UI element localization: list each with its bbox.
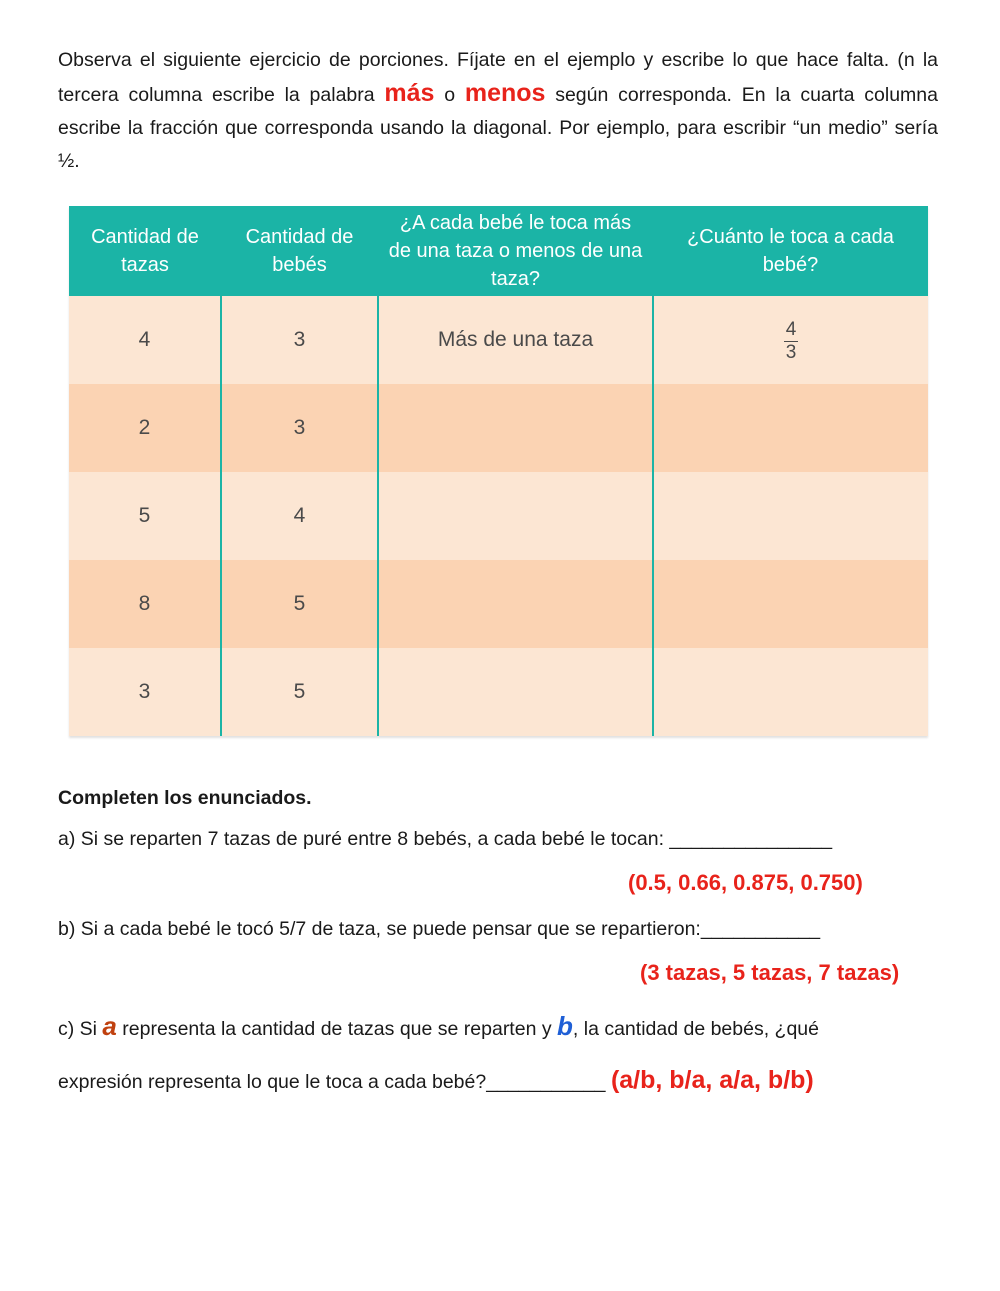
variable-b: b [557, 1011, 573, 1041]
instructions [58, 44, 938, 178]
question-c-line1 [58, 1011, 819, 1042]
section-title: Completen los enunciados. [58, 787, 312, 809]
variable-a: a [102, 1011, 117, 1041]
cell-bebes: 3 [221, 296, 378, 384]
question-c-post: , la cantidad de bebés, ¿qué [572, 1018, 819, 1040]
instructions-text-1: Observa el siguiente ejercicio de porciones. Fíjate en el ejemplo y escribe lo que hace falta. (n la tercera columna escribe la palabra [58, 49, 938, 106]
question-a: a) Si se reparten 7 tazas de puré entre 8 bebés, a cada bebé le tocan: _______________ [58, 828, 833, 850]
header-bebes: Cantidad de bebés [221, 206, 378, 296]
fraction-numerator: 4 [785, 319, 797, 340]
question-c-text: expresión representa lo que le toca a cada bebé?___________ [58, 1071, 611, 1093]
cell-tazas: 4 [69, 296, 221, 384]
cell-fraccion-input[interactable] [653, 560, 928, 648]
header-tazas: Cantidad de tazas [69, 206, 221, 296]
cell-fraccion [653, 296, 928, 384]
header-cuanto: ¿Cuánto le toca a cada bebé? [653, 206, 928, 296]
word-menos: menos [464, 79, 546, 107]
cell-bebes: 4 [221, 472, 378, 560]
question-c-line2 [58, 1066, 814, 1095]
cell-respuesta-input[interactable] [378, 560, 653, 648]
cell-respuesta: Más de una taza [378, 296, 653, 384]
cell-bebes: 3 [221, 384, 378, 472]
cell-bebes: 5 [221, 648, 378, 736]
table-header-row [69, 206, 928, 296]
table-row [69, 472, 928, 560]
options-a[interactable]: (0.5, 0.66, 0.875, 0.750) [628, 870, 863, 895]
cell-fraccion-input[interactable] [653, 648, 928, 736]
cell-tazas: 3 [69, 648, 221, 736]
table-row [69, 648, 928, 736]
question-b: b) Si a cada bebé le tocó 5/7 de taza, se puede pensar que se repartieron:___________ [58, 918, 821, 940]
header-mas-menos: ¿A cada bebé le toca más de una taza o menos de una taza? [378, 206, 653, 296]
portions-table [69, 206, 928, 736]
cell-bebes: 5 [221, 560, 378, 648]
question-c-pre: c) Si [58, 1018, 103, 1040]
cell-respuesta-input[interactable] [378, 472, 653, 560]
cell-tazas: 2 [69, 384, 221, 472]
table-row [69, 384, 928, 472]
table-row [69, 560, 928, 648]
table-row [69, 296, 928, 384]
cell-tazas: 5 [69, 472, 221, 560]
cell-tazas: 8 [69, 560, 221, 648]
instructions-text-2: según corresponda. En la cuarta columna escribe la fracción que corresponda usando la diagonal. Por ejemplo, para escribir “un medio” sería ½. [58, 84, 938, 172]
word-mas: más [384, 79, 435, 107]
cell-respuesta-input[interactable] [378, 384, 653, 472]
word-o: o [434, 84, 465, 106]
question-c-mid: representa la cantidad de tazas que se reparten y [116, 1018, 558, 1040]
options-b[interactable]: (3 tazas, 5 tazas, 7 tazas) [640, 960, 900, 985]
cell-fraccion-input[interactable] [653, 384, 928, 472]
cell-fraccion-input[interactable] [653, 472, 928, 560]
fraction [784, 320, 798, 363]
fraction-denominator: 3 [785, 342, 797, 363]
options-c[interactable]: (a/b, b/a, a/a, b/b) [610, 1066, 814, 1094]
cell-respuesta-input[interactable] [378, 648, 653, 736]
